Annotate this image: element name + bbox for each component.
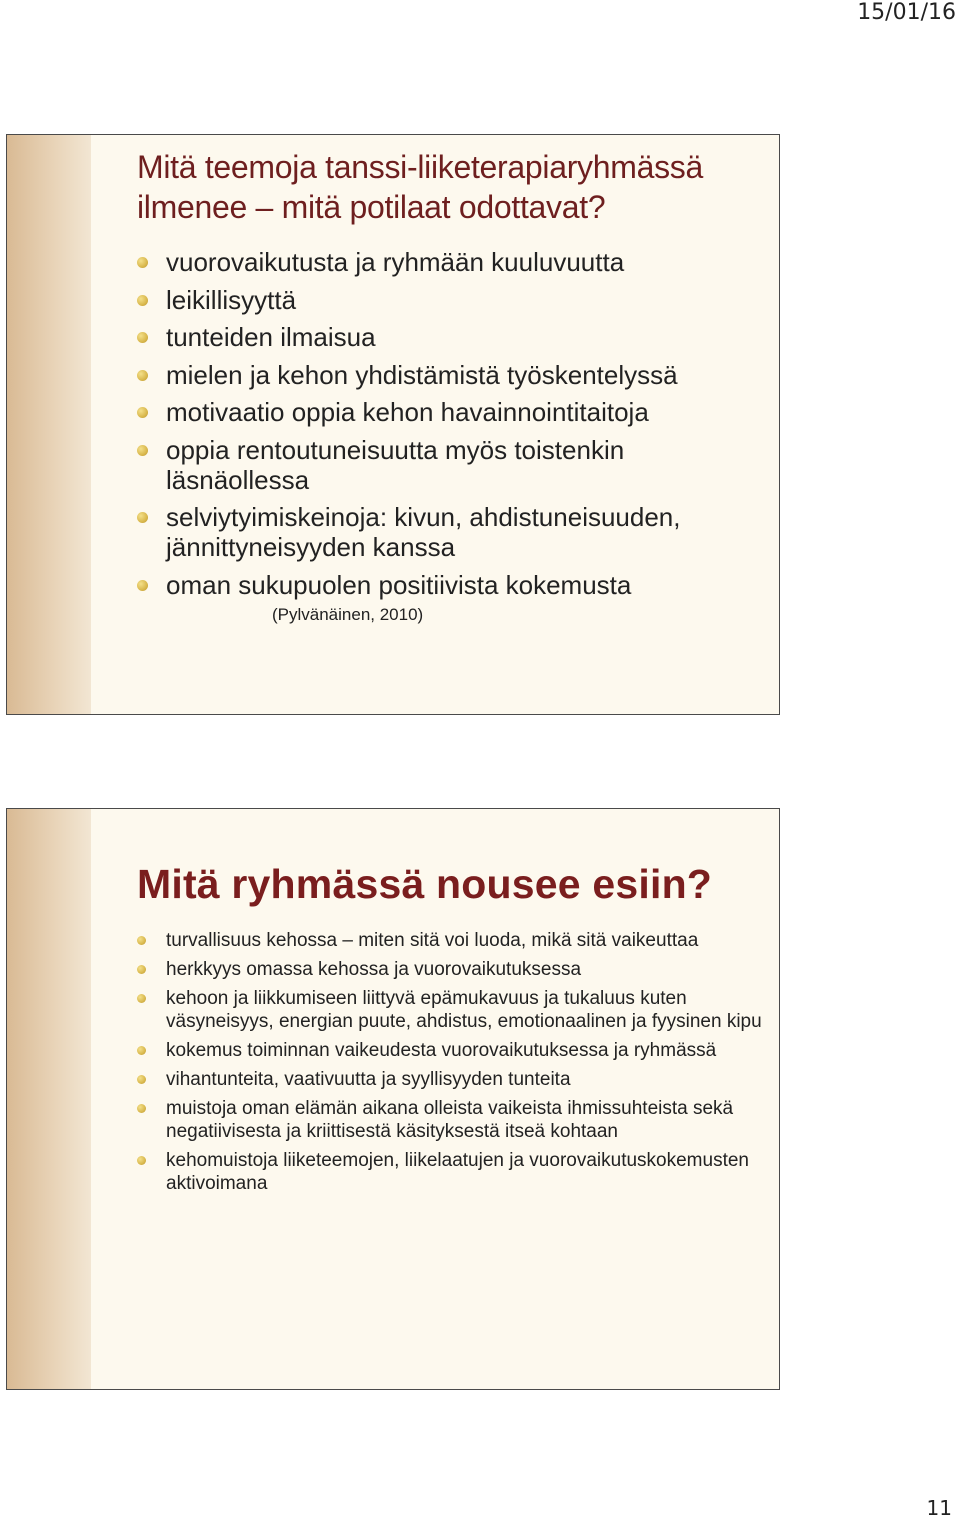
page-number: 11 (926, 1496, 952, 1520)
bullet-dot-icon (137, 407, 148, 418)
page-date: 15/01/16 (857, 0, 956, 25)
bullet-dot-icon (137, 1156, 146, 1165)
list-item (137, 958, 765, 981)
bullet-dot-icon (137, 580, 148, 591)
list-item-text: kokemus toiminnan vaikeudesta vuorovaikutuksessa ja ryhmässä (166, 1040, 717, 1061)
list-item (137, 285, 765, 315)
bullet-dot-icon (137, 370, 148, 381)
list-item-text: tunteiden ilmaisua (166, 322, 376, 352)
bullet-dot-icon (137, 965, 146, 974)
list-item (137, 1149, 765, 1195)
slide-2-bullet-list (137, 929, 765, 1195)
slide-1-title-line2: ilmenee – mitä potilaat odottavat? (137, 189, 606, 225)
list-item-text: oman sukupuolen positiivista kokemusta (166, 569, 632, 600)
list-item (137, 247, 765, 277)
list-item-text: selviytyimiskeinoja: kivun, ahdistuneisuuden, jännittyneisyyden kanssa (166, 502, 681, 562)
list-item (137, 397, 765, 427)
list-item-text: muistoja oman elämän aikana olleista vaikeista ihmissuhteista sekä negatiivisesta ja kriittisestä käsityksestä itseä kohtaan (166, 1098, 734, 1142)
list-item-text: vihantunteita, vaativuutta ja syyllisyyden tunteita (166, 1069, 571, 1090)
slide-2-title: Mitä ryhmässä nousee esiin? (137, 861, 713, 907)
list-item (137, 502, 765, 562)
bullet-dot-icon (137, 445, 148, 456)
list-item (137, 929, 765, 952)
slide-decor-band (7, 135, 91, 714)
bullet-dot-icon (137, 1046, 146, 1055)
list-item-text: herkkyys omassa kehossa ja vuorovaikutuksessa (166, 959, 582, 980)
list-item-text: motivaatio oppia kehon havainnointitaitoja (166, 397, 649, 427)
slide-1-title-line1: Mitä teemoja tanssi-liiketerapiaryhmässä (137, 149, 704, 185)
bullet-dot-icon (137, 936, 146, 945)
bullet-dot-icon (137, 295, 148, 306)
list-item (137, 435, 765, 495)
list-item (137, 1097, 765, 1143)
slide-2-content (137, 809, 765, 1389)
list-item (137, 987, 765, 1033)
list-item (137, 1068, 765, 1091)
slide-1 (6, 134, 780, 715)
list-item (137, 1039, 765, 1062)
bullet-dot-icon (137, 1104, 146, 1113)
slide-1-content (137, 135, 765, 714)
bullet-dot-icon (137, 512, 148, 523)
list-item (137, 360, 765, 390)
list-item-text: leikillisyyttä (166, 284, 297, 315)
bullet-dot-icon (137, 994, 146, 1003)
bullet-dot-icon (137, 332, 148, 343)
list-item-text: turvallisuus kehossa – miten sitä voi luoda, mikä sitä vaikeuttaa (166, 930, 699, 951)
list-item-text: oppia rentoutuneisuutta myös toistenkin läsnäollessa (166, 434, 625, 495)
slide-1-title (137, 147, 765, 227)
list-item-text: kehoon ja liikkumiseen liittyvä epämukavuus ja tukaluus kuten väsyneisyys, energian puute, ahdistus, emotionaalinen ja fyysinen kipu (166, 988, 762, 1032)
citation: (Pylvänäinen, 2010) (272, 605, 424, 624)
list-item (137, 570, 765, 600)
bullet-dot-icon (137, 257, 148, 268)
list-item-text: mielen ja kehon yhdistämistä työskentelyssä (166, 359, 678, 390)
bullet-dot-icon (137, 1075, 146, 1084)
slide-2 (6, 808, 780, 1390)
slide-1-bullet-list (137, 247, 765, 600)
list-item-text: vuorovaikutusta ja ryhmään kuuluvuutta (166, 247, 625, 277)
slide-decor-band (7, 809, 91, 1389)
list-item-text: kehomuistoja liiketeemojen, liikelaatujen ja vuorovaikutuskokemusten aktivoimana (166, 1150, 749, 1194)
list-item (137, 322, 765, 352)
